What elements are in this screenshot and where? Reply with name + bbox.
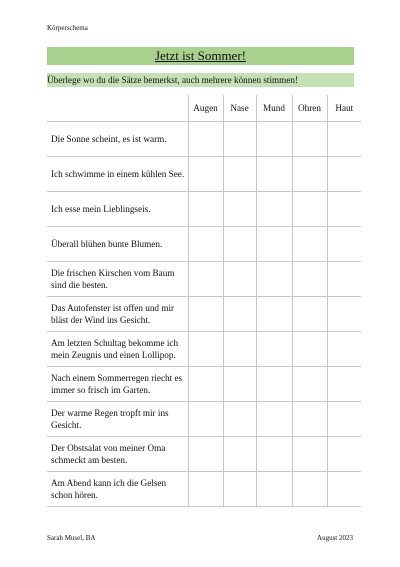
sentence-cell: Die frischen Kirschen vom Baum sind die besten. xyxy=(47,262,188,297)
answer-cell-mund[interactable] xyxy=(256,227,292,262)
answer-cell-nase[interactable] xyxy=(223,437,256,472)
column-header-nase: Nase xyxy=(223,95,256,122)
table-row xyxy=(47,367,361,402)
answer-cell-augen[interactable] xyxy=(188,192,223,227)
answer-cell-mund[interactable] xyxy=(256,122,292,157)
answer-cell-haut[interactable] xyxy=(327,122,361,157)
answer-cell-haut[interactable] xyxy=(327,297,361,332)
sentence-cell: Ich schwimme in einem kühlen See. xyxy=(47,157,188,192)
table-row xyxy=(47,192,361,227)
answer-cell-augen[interactable] xyxy=(188,367,223,402)
answer-cell-haut[interactable] xyxy=(327,367,361,402)
answer-cell-ohren[interactable] xyxy=(292,227,327,262)
answer-cell-nase[interactable] xyxy=(223,122,256,157)
answer-cell-augen[interactable] xyxy=(188,227,223,262)
sentence-cell: Das Autofenster ist offen und mir bläst der Wind ins Gesicht. xyxy=(47,297,188,332)
answer-cell-mund[interactable] xyxy=(256,332,292,367)
table-row xyxy=(47,332,361,367)
answer-cell-mund[interactable] xyxy=(256,192,292,227)
table-row xyxy=(47,472,361,507)
table-row xyxy=(47,157,361,192)
header-blank-cell xyxy=(47,95,188,122)
footer-date: August 2023 xyxy=(317,534,353,542)
answer-cell-ohren[interactable] xyxy=(292,437,327,472)
table-row xyxy=(47,122,361,157)
table-row xyxy=(47,402,361,437)
table-row xyxy=(47,297,361,332)
sentence-cell: Die Sonne scheint, es ist warm. xyxy=(47,122,188,157)
answer-cell-augen[interactable] xyxy=(188,262,223,297)
sentence-cell: Der Obstsalat von meiner Oma schmeckt am besten. xyxy=(47,437,188,472)
answer-cell-haut[interactable] xyxy=(327,437,361,472)
answer-cell-mund[interactable] xyxy=(256,402,292,437)
table-row xyxy=(47,437,361,472)
answer-cell-nase[interactable] xyxy=(223,367,256,402)
answer-cell-nase[interactable] xyxy=(223,192,256,227)
answer-cell-ohren[interactable] xyxy=(292,402,327,437)
header-label: Körperschema xyxy=(47,24,88,32)
answer-cell-haut[interactable] xyxy=(327,262,361,297)
sentence-cell: Überall blühen bunte Blumen. xyxy=(47,227,188,262)
table-row xyxy=(47,262,361,297)
answer-cell-augen[interactable] xyxy=(188,332,223,367)
footer-author: Sarah Musel, BA xyxy=(47,534,96,542)
sentence-cell: Am Abend kann ich die Gelsen schon hören. xyxy=(47,472,188,507)
answer-cell-nase[interactable] xyxy=(223,402,256,437)
answer-cell-ohren[interactable] xyxy=(292,367,327,402)
answer-cell-ohren[interactable] xyxy=(292,192,327,227)
answer-cell-nase[interactable] xyxy=(223,332,256,367)
answer-cell-nase[interactable] xyxy=(223,297,256,332)
answer-cell-mund[interactable] xyxy=(256,157,292,192)
answer-cell-ohren[interactable] xyxy=(292,122,327,157)
table-row xyxy=(47,227,361,262)
page-title: Jetzt ist Sommer! xyxy=(155,48,246,63)
answer-cell-ohren[interactable] xyxy=(292,157,327,192)
table-header-row xyxy=(47,95,361,122)
column-header-ohren: Ohren xyxy=(292,95,327,122)
answer-cell-haut[interactable] xyxy=(327,157,361,192)
answer-cell-ohren[interactable] xyxy=(292,297,327,332)
answer-cell-augen[interactable] xyxy=(188,122,223,157)
answer-cell-ohren[interactable] xyxy=(292,472,327,507)
answer-cell-haut[interactable] xyxy=(327,402,361,437)
column-header-mund: Mund xyxy=(256,95,292,122)
answer-cell-augen[interactable] xyxy=(188,402,223,437)
answer-cell-ohren[interactable] xyxy=(292,262,327,297)
answer-cell-nase[interactable] xyxy=(223,157,256,192)
sentence-cell: Am letzten Schultag bekomme ich mein Zeugnis und einen Lollipop. xyxy=(47,332,188,367)
column-header-augen: Augen xyxy=(188,95,223,122)
answer-cell-mund[interactable] xyxy=(256,262,292,297)
answer-cell-mund[interactable] xyxy=(256,437,292,472)
answer-cell-nase[interactable] xyxy=(223,227,256,262)
answer-cell-nase[interactable] xyxy=(223,472,256,507)
answer-cell-mund[interactable] xyxy=(256,472,292,507)
answer-cell-ohren[interactable] xyxy=(292,332,327,367)
sentence-cell: Der warme Regen tropft mir ins Gesicht. xyxy=(47,402,188,437)
title-bar xyxy=(47,47,354,65)
instruction-text: Überlege wo du die Sätze bemerkst, auch mehrere können stimmen! xyxy=(47,73,354,87)
sentence-cell: Nach einem Sommerregen riecht es immer so frisch im Garten. xyxy=(47,367,188,402)
answer-cell-haut[interactable] xyxy=(327,192,361,227)
answer-cell-mund[interactable] xyxy=(256,297,292,332)
answer-cell-haut[interactable] xyxy=(327,332,361,367)
answer-cell-haut[interactable] xyxy=(327,472,361,507)
answer-cell-augen[interactable] xyxy=(188,297,223,332)
sentence-cell: Ich esse mein Lieblingseis. xyxy=(47,192,188,227)
answer-cell-augen[interactable] xyxy=(188,437,223,472)
answer-cell-nase[interactable] xyxy=(223,262,256,297)
answer-cell-augen[interactable] xyxy=(188,157,223,192)
sense-table xyxy=(47,95,361,507)
answer-cell-mund[interactable] xyxy=(256,367,292,402)
answer-cell-augen[interactable] xyxy=(188,472,223,507)
column-header-haut: Haut xyxy=(327,95,361,122)
answer-cell-haut[interactable] xyxy=(327,227,361,262)
